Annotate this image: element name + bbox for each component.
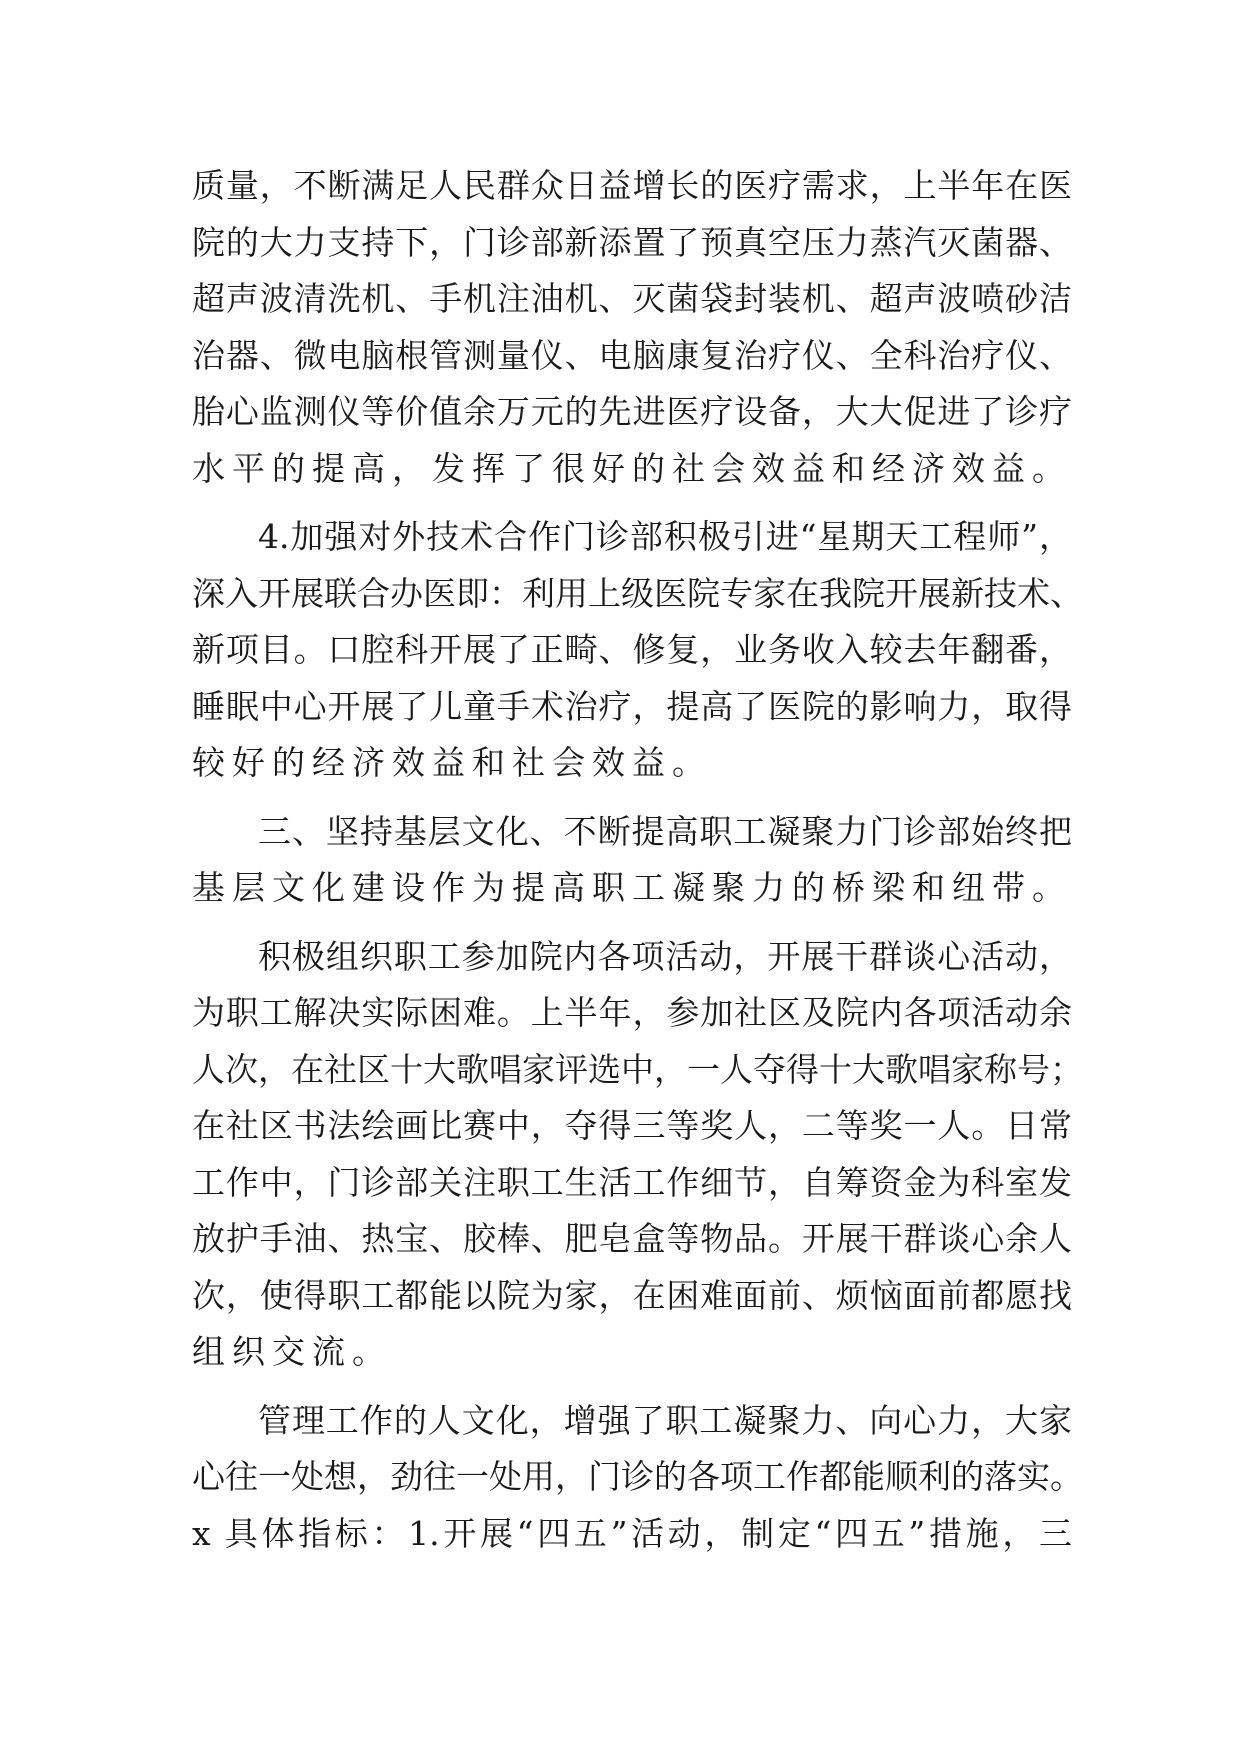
document-body bbox=[192, 158, 1083, 1562]
text-line: 较好的经济效益和社会效益。 bbox=[192, 743, 712, 782]
text-line: 基层文化建设作为提高职工凝聚力的桥梁和纽带。 bbox=[192, 868, 1072, 907]
text-line: x 具体指标：1.开展“四五”活动，制定“四五”措施，三 bbox=[192, 1513, 1072, 1553]
text-line: 人次，在社区十大歌唱家评选中，一人夺得十大歌唱家称号； bbox=[192, 1049, 1083, 1089]
text-line: 治器、微电脑根管测量仪、电脑康复治疗仪、全科治疗仪、 bbox=[192, 335, 1072, 375]
text-line: 4.加强对外技术合作门诊部积极引进“星期天工程师”， bbox=[258, 517, 1072, 556]
text-line: 次，使得职工都能以院为家，在困难面前、烦恼面前都愿找 bbox=[192, 1275, 1072, 1315]
text-line: 新项目。口腔科开展了正畸、修复，业务收入较去年翻番， bbox=[192, 630, 1072, 669]
text-line: 组织交流。 bbox=[192, 1332, 392, 1371]
text-line: 心往一处想，劲往一处用，门诊的各项工作都能顺利的落实。 bbox=[192, 1457, 1083, 1496]
text-line: 胎心监测仪等价值余万元的先进医疗设备，大大促进了诊疗 bbox=[192, 392, 1072, 431]
text-line: 工作中，门诊部关注职工生活工作细节，自筹资金为科室发 bbox=[192, 1162, 1072, 1202]
text-line: 放护手油、热宝、胶棒、肥皂盒等物品。开展干群谈心余人 bbox=[192, 1219, 1072, 1258]
text-line: 睡眠中心开展了儿童手术治疗，提高了医院的影响力，取得 bbox=[192, 686, 1072, 726]
text-line: 超声波清洗机、手机注油机、灭菌袋封装机、超声波喷砂洁 bbox=[192, 279, 1072, 318]
text-line: 管理工作的人文化，增强了职工凝聚力、向心力，大家 bbox=[258, 1400, 1072, 1440]
text-line: 为职工解决实际困难。上半年，参加社区及院内各项活动余 bbox=[192, 993, 1072, 1032]
text-line: 在社区书法绘画比赛中，夺得三等奖人，二等奖一人。日常 bbox=[192, 1106, 1072, 1145]
text-line: 积极组织职工参加院内各项活动，开展干群谈心活动， bbox=[258, 936, 1072, 976]
text-line: 水平的提高，发挥了很好的社会效益和经济效益。 bbox=[192, 448, 1072, 488]
text-line: 三、坚持基层文化、不断提高职工凝聚力门诊部始终把 bbox=[258, 811, 1072, 851]
text-line: 院的大力支持下，门诊部新添置了预真空压力蒸汽灭菌器、 bbox=[192, 222, 1072, 262]
text-line: 深入开展联合办医即：利用上级医院专家在我院开展新技术、 bbox=[192, 573, 1083, 613]
text-line: 质量，不断满足人民群众日益增长的医疗需求，上半年在医 bbox=[192, 166, 1072, 205]
